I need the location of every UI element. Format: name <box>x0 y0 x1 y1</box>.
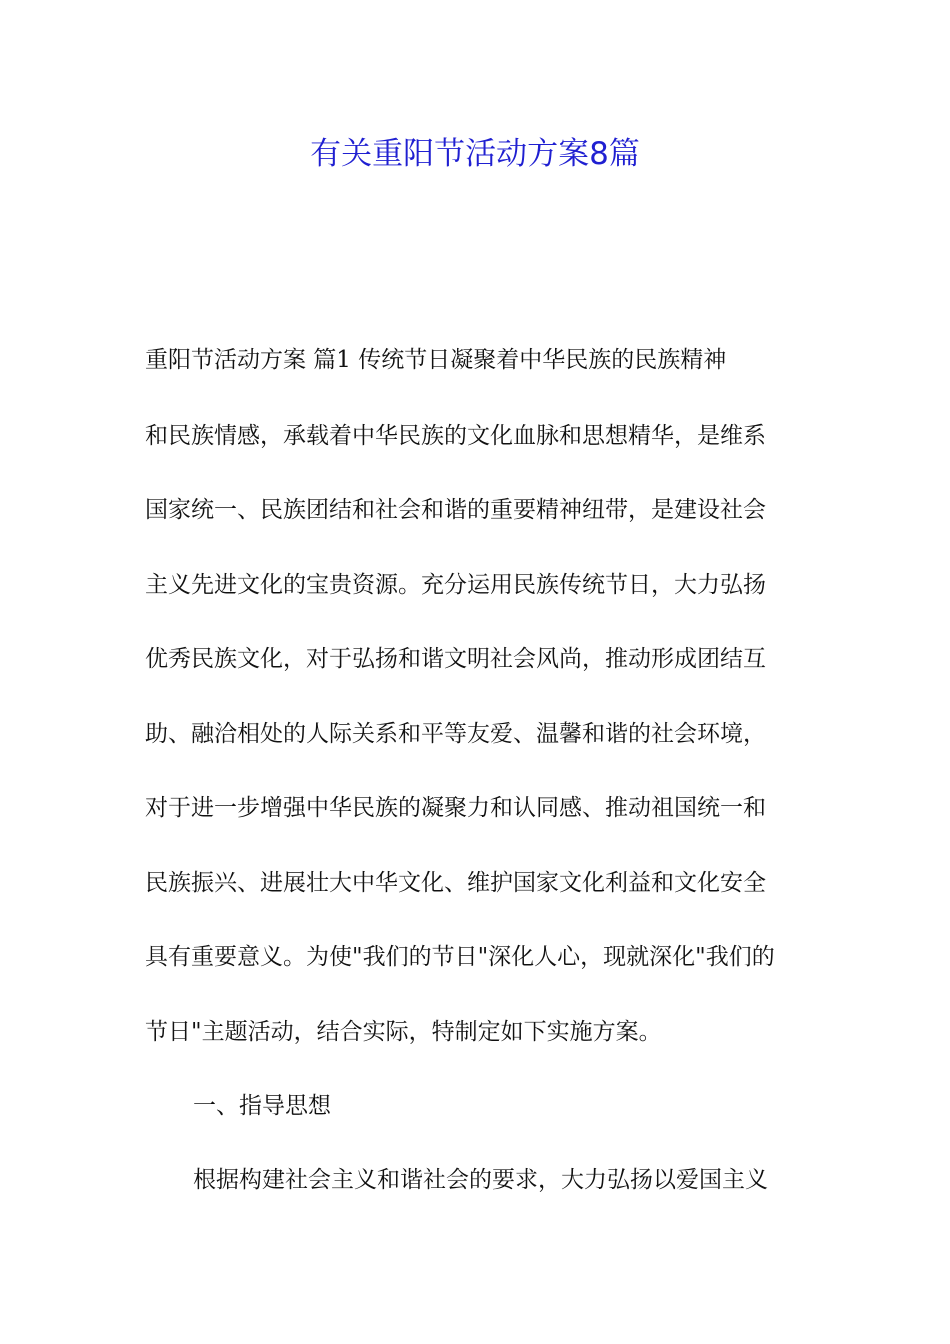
document-title: 有关重阳节活动方案8篇 <box>310 136 640 172</box>
paragraph-line-5: 优秀民族文化，对于弘扬和谐文明社会风尚，推动形成团结互 <box>145 646 766 672</box>
paragraph-line-3: 国家统一、民族团结和社会和谐的重要精神纽带，是建设社会 <box>145 497 766 523</box>
section-paragraph-line-1: 根据构建社会主义和谐社会的要求，大力弘扬以爱国主义 <box>193 1167 768 1193</box>
paragraph-line-10: 节日"主题活动，结合实际，特制定如下实施方案。 <box>145 1019 662 1045</box>
paragraph-line-7: 对于进一步增强中华民族的凝聚力和认同感、推动祖国统一和 <box>145 795 766 821</box>
paragraph-line-9: 具有重要意义。为使"我们的节日"深化人心，现就深化"我们的 <box>145 944 775 970</box>
paragraph-line-8: 民族振兴、进展壮大中华文化、维护国家文化利益和文化安全 <box>145 870 766 896</box>
paragraph-line-4: 主义先进文化的宝贵资源。充分运用民族传统节日，大力弘扬 <box>145 572 766 598</box>
paragraph-line-1: 重阳节活动方案 篇1 传统节日凝聚着中华民族的民族精神 <box>145 347 727 373</box>
section-heading: 一、指导思想 <box>193 1093 331 1119</box>
paragraph-line-6: 助、融洽相处的人际关系和平等友爱、温馨和谐的社会环境， <box>145 721 766 747</box>
paragraph-line-2: 和民族情感，承载着中华民族的文化血脉和思想精华，是维系 <box>145 423 766 449</box>
